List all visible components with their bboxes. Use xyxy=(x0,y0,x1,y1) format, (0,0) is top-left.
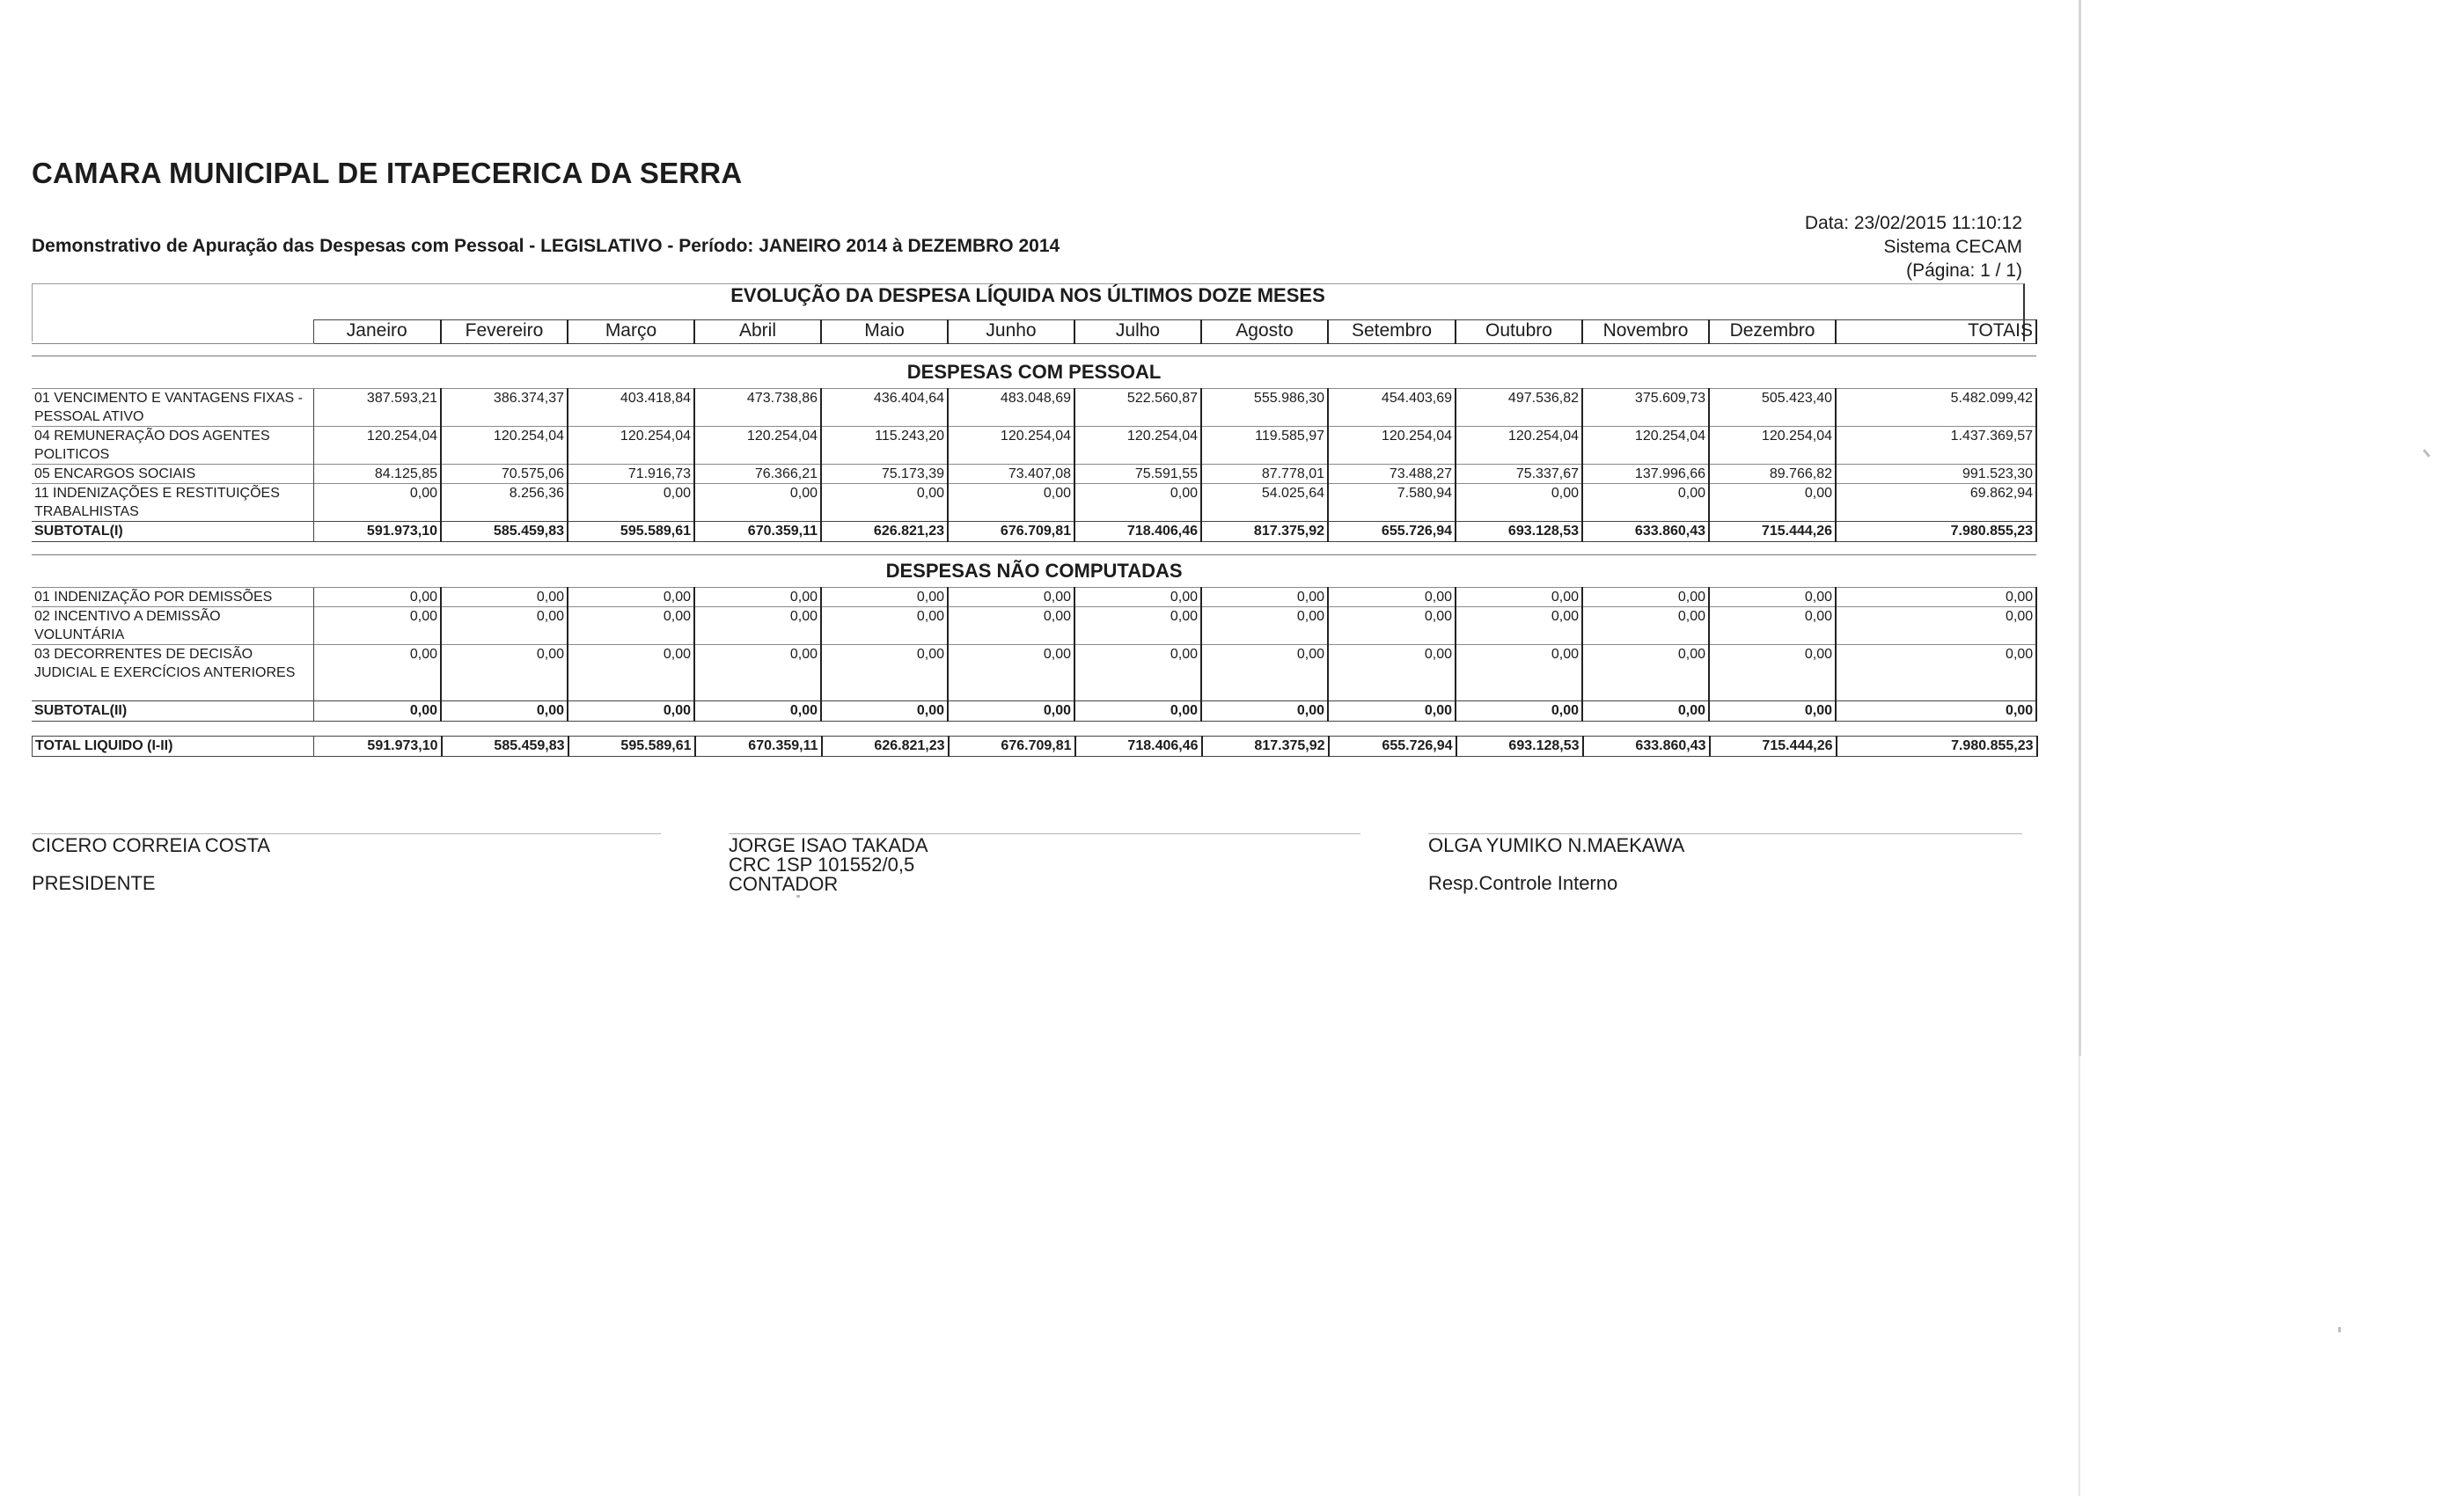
month-value-cell: 0,00 xyxy=(1201,607,1328,645)
month-value-cell: 473.738,86 xyxy=(694,389,821,427)
month-value-cell: 0,00 xyxy=(1582,588,1709,607)
month-value-cell: 120.254,04 xyxy=(694,427,821,465)
scan-speck xyxy=(796,895,800,898)
signature-right-name: OLGA YUMIKO N.MAEKAWA xyxy=(1428,834,1685,856)
month-value-cell: 0,00 xyxy=(694,701,821,722)
month-value-cell: 497.536,82 xyxy=(1456,389,1582,427)
month-value-cell: 0,00 xyxy=(568,645,694,701)
month-value-cell: 73.488,27 xyxy=(1328,465,1456,484)
table-row xyxy=(32,389,2036,427)
month-value-cell: 0,00 xyxy=(1709,588,1836,607)
section2-title: DESPESAS NÃO COMPUTADAS xyxy=(32,555,2036,588)
month-value-cell: 0,00 xyxy=(1201,645,1328,701)
month-value-cell: 0,00 xyxy=(1709,645,1836,701)
month-value-cell: 0,00 xyxy=(1328,588,1456,607)
month-value-cell: 119.585,97 xyxy=(1201,427,1328,465)
section-despesas-nao-computadas xyxy=(32,554,2037,722)
scan-speck xyxy=(2338,1327,2341,1332)
month-header: Agosto xyxy=(1201,320,1328,344)
month-value-cell: 0,00 xyxy=(821,588,948,607)
row-total-cell: 0,00 xyxy=(1836,607,2036,645)
month-value-cell: 120.254,04 xyxy=(1328,427,1456,465)
month-value-cell: 0,00 xyxy=(1709,607,1836,645)
month-value-cell: 0,00 xyxy=(821,645,948,701)
row-label: 04 REMUNERAÇÃO DOS AGENTES POLITICOS xyxy=(32,427,313,465)
month-value-cell: 693.128,53 xyxy=(1456,737,1583,757)
report-page: (Página: 1 / 1) xyxy=(1906,260,2022,281)
row-total-cell: 0,00 xyxy=(1836,588,2036,607)
month-value-cell: 0,00 xyxy=(441,588,568,607)
month-value-cell: 0,00 xyxy=(1456,588,1582,607)
month-value-cell: 522.560,87 xyxy=(1074,389,1201,427)
month-header: Setembro xyxy=(1328,320,1456,344)
month-value-cell: 0,00 xyxy=(1582,645,1709,701)
month-value-cell: 115.243,20 xyxy=(821,427,948,465)
month-value-cell: 375.609,73 xyxy=(1582,389,1709,427)
month-value-cell: 0,00 xyxy=(1328,607,1456,645)
month-value-cell: 0,00 xyxy=(948,701,1074,722)
month-value-cell: 120.254,04 xyxy=(1582,427,1709,465)
month-value-cell: 0,00 xyxy=(313,588,441,607)
month-value-cell: 676.709,81 xyxy=(948,522,1074,542)
months-header-blank xyxy=(32,320,313,344)
signature-center-name: JORGE ISAO TAKADA xyxy=(729,834,928,856)
month-value-cell: 0,00 xyxy=(1709,484,1836,522)
month-value-cell: 87.778,01 xyxy=(1201,465,1328,484)
month-value-cell: 585.459,83 xyxy=(442,737,568,757)
month-value-cell: 137.996,66 xyxy=(1582,465,1709,484)
month-value-cell: 120.254,04 xyxy=(1709,427,1836,465)
month-value-cell: 0,00 xyxy=(1582,484,1709,522)
month-value-cell: 670.359,11 xyxy=(695,737,822,757)
month-value-cell: 0,00 xyxy=(821,701,948,722)
month-value-cell: 676.709,81 xyxy=(949,737,1075,757)
month-value-cell: 0,00 xyxy=(948,607,1074,645)
month-header: Novembro xyxy=(1582,320,1709,344)
month-header: Março xyxy=(568,320,694,344)
month-value-cell: 73.407,08 xyxy=(948,465,1074,484)
month-value-cell: 454.403,69 xyxy=(1328,389,1456,427)
month-value-cell: 817.375,92 xyxy=(1202,737,1329,757)
month-value-cell: 120.254,04 xyxy=(568,427,694,465)
month-value-cell: 120.254,04 xyxy=(948,427,1074,465)
month-value-cell: 8.256,36 xyxy=(441,484,568,522)
month-value-cell: 0,00 xyxy=(1074,645,1201,701)
signature-center xyxy=(729,836,928,894)
month-value-cell: 655.726,94 xyxy=(1329,737,1456,757)
row-total-cell: 69.862,94 xyxy=(1836,484,2036,522)
month-value-cell: 75.337,67 xyxy=(1456,465,1582,484)
month-value-cell: 0,00 xyxy=(694,588,821,607)
month-value-cell: 84.125,85 xyxy=(313,465,441,484)
month-value-cell: 693.128,53 xyxy=(1456,522,1582,542)
table-row xyxy=(32,588,2036,607)
scan-speck xyxy=(2423,449,2431,458)
month-value-cell: 0,00 xyxy=(441,607,568,645)
month-value-cell: 0,00 xyxy=(948,645,1074,701)
signature-center-role: CONTADOR xyxy=(729,873,839,895)
month-value-cell: 0,00 xyxy=(1582,701,1709,722)
month-value-cell: 76.366,21 xyxy=(694,465,821,484)
months-header-row xyxy=(32,320,2036,344)
month-value-cell: 0,00 xyxy=(1074,588,1201,607)
signature-left-role: PRESIDENTE xyxy=(32,872,156,894)
row-label: 03 DECORRENTES DE DECISÃO JUDICIAL E EXERCÍCIOS ANTERIORES xyxy=(32,645,313,701)
month-value-cell: 555.986,30 xyxy=(1201,389,1328,427)
month-header: Outubro xyxy=(1456,320,1582,344)
month-value-cell: 0,00 xyxy=(441,645,568,701)
month-value-cell: 0,00 xyxy=(948,588,1074,607)
section-despesas-com-pessoal xyxy=(32,356,2037,542)
month-value-cell: 591.973,10 xyxy=(314,737,442,757)
table-row xyxy=(32,427,2036,465)
month-value-cell: 0,00 xyxy=(1328,645,1456,701)
month-value-cell: 71.916,73 xyxy=(568,465,694,484)
month-value-cell: 718.406,46 xyxy=(1074,522,1201,542)
grand-total-table xyxy=(32,736,2038,757)
row-label: 02 INCENTIVO A DEMISSÃO VOLUNTÁRIA xyxy=(32,607,313,645)
month-value-cell: 436.404,64 xyxy=(821,389,948,427)
month-value-cell: 715.444,26 xyxy=(1710,737,1837,757)
month-value-cell: 70.575,06 xyxy=(441,465,568,484)
row-total-cell: 7.980.855,23 xyxy=(1836,522,2036,542)
month-value-cell: 585.459,83 xyxy=(441,522,568,542)
row-label: TOTAL LIQUIDO (I-II) xyxy=(33,737,314,757)
month-value-cell: 595.589,61 xyxy=(568,737,695,757)
section2-title-row xyxy=(32,555,2036,588)
month-header: Julho xyxy=(1074,320,1201,344)
month-value-cell: 626.821,23 xyxy=(822,737,949,757)
report-date: Data: 23/02/2015 11:10:12 xyxy=(1804,213,2022,233)
month-value-cell: 0,00 xyxy=(313,484,441,522)
row-total-cell: 5.482.099,42 xyxy=(1836,389,2036,427)
row-label: 11 INDENIZAÇÕES E RESTITUIÇÕES TRABALHISTAS xyxy=(32,484,313,522)
table-row xyxy=(32,607,2036,645)
signature-center-crc: CRC 1SP 101552/0,5 xyxy=(729,854,915,876)
month-value-cell: 715.444,26 xyxy=(1709,522,1836,542)
month-value-cell: 0,00 xyxy=(948,484,1074,522)
month-value-cell: 817.375,92 xyxy=(1201,522,1328,542)
month-value-cell: 89.766,82 xyxy=(1709,465,1836,484)
month-value-cell: 591.973,10 xyxy=(313,522,441,542)
month-value-cell: 403.418,84 xyxy=(568,389,694,427)
month-value-cell: 0,00 xyxy=(821,607,948,645)
month-header: Janeiro xyxy=(313,320,441,344)
grand-total-row xyxy=(33,737,2037,757)
month-value-cell: 120.254,04 xyxy=(441,427,568,465)
table-main-title: EVOLUÇÃO DA DESPESA LÍQUIDA NOS ÚLTIMOS DOZE MESES xyxy=(730,284,1325,306)
table-row xyxy=(32,484,2036,522)
subtotal-row xyxy=(32,701,2036,722)
month-header: Fevereiro xyxy=(441,320,568,344)
month-value-cell: 386.374,37 xyxy=(441,389,568,427)
month-value-cell: 595.589,61 xyxy=(568,522,694,542)
month-value-cell: 7.580,94 xyxy=(1328,484,1456,522)
month-value-cell: 0,00 xyxy=(1201,588,1328,607)
month-value-cell: 0,00 xyxy=(694,607,821,645)
month-value-cell: 120.254,04 xyxy=(313,427,441,465)
section1-title: DESPESAS COM PESSOAL xyxy=(32,356,2036,389)
month-value-cell: 387.593,21 xyxy=(313,389,441,427)
month-value-cell: 0,00 xyxy=(694,484,821,522)
month-value-cell: 0,00 xyxy=(313,701,441,722)
month-value-cell: 633.860,43 xyxy=(1582,522,1709,542)
month-value-cell: 54.025,64 xyxy=(1201,484,1328,522)
org-title: CAMARA MUNICIPAL DE ITAPECERICA DA SERRA xyxy=(32,157,743,189)
month-value-cell: 0,00 xyxy=(1074,484,1201,522)
month-value-cell: 120.254,04 xyxy=(1074,427,1201,465)
month-value-cell: 483.048,69 xyxy=(948,389,1074,427)
signature-right xyxy=(1428,836,1684,893)
totals-header: TOTAIS xyxy=(1836,320,2036,344)
month-header: Maio xyxy=(821,320,948,344)
month-value-cell: 0,00 xyxy=(568,607,694,645)
row-label: SUBTOTAL(I) xyxy=(32,522,313,542)
month-value-cell: 0,00 xyxy=(568,701,694,722)
signature-left xyxy=(32,836,270,893)
table-row xyxy=(32,645,2036,701)
month-value-cell: 0,00 xyxy=(1074,607,1201,645)
subtotal-row xyxy=(32,522,2036,542)
month-value-cell: 505.423,40 xyxy=(1709,389,1836,427)
month-value-cell: 633.860,43 xyxy=(1583,737,1710,757)
month-value-cell: 655.726,94 xyxy=(1328,522,1456,542)
report-system: Sistema CECAM xyxy=(1883,237,2022,257)
month-value-cell: 0,00 xyxy=(441,701,568,722)
month-value-cell: 75.591,55 xyxy=(1074,465,1201,484)
month-value-cell: 670.359,11 xyxy=(694,522,821,542)
page-edge xyxy=(2079,0,2081,1056)
month-value-cell: 0,00 xyxy=(313,607,441,645)
month-value-cell: 0,00 xyxy=(313,645,441,701)
month-value-cell: 0,00 xyxy=(1074,701,1201,722)
month-value-cell: 75.173,39 xyxy=(821,465,948,484)
report-meta xyxy=(1805,211,2022,282)
month-value-cell: 0,00 xyxy=(1456,607,1582,645)
signature-left-name: CICERO CORREIA COSTA xyxy=(32,834,270,856)
table-row xyxy=(32,465,2036,484)
row-label: 01 INDENIZAÇÃO POR DEMISSÕES xyxy=(32,588,313,607)
row-label: SUBTOTAL(II) xyxy=(32,701,313,722)
month-header: Junho xyxy=(948,320,1074,344)
report-subtitle: Demonstrativo de Apuração das Despesas com Pessoal - LEGISLATIVO - Período: JANEIRO 2014 à DEZEMBRO 2014 xyxy=(32,236,1060,256)
month-value-cell: 0,00 xyxy=(1709,701,1836,722)
month-value-cell: 0,00 xyxy=(568,588,694,607)
month-value-cell: 0,00 xyxy=(1456,701,1582,722)
month-value-cell: 120.254,04 xyxy=(1456,427,1582,465)
section1-title-row xyxy=(32,356,2036,389)
month-value-cell: 626.821,23 xyxy=(821,522,948,542)
row-label: 05 ENCARGOS SOCIAIS xyxy=(32,465,313,484)
page-edge-lower xyxy=(2079,1056,2080,1496)
row-total-cell: 0,00 xyxy=(1836,701,2036,722)
month-header: Dezembro xyxy=(1709,320,1836,344)
month-value-cell: 0,00 xyxy=(1582,607,1709,645)
row-total-cell: 1.437.369,57 xyxy=(1836,427,2036,465)
month-value-cell: 0,00 xyxy=(1201,701,1328,722)
months-header xyxy=(32,319,2037,344)
signature-right-role: Resp.Controle Interno xyxy=(1428,872,1618,894)
month-value-cell: 0,00 xyxy=(568,484,694,522)
row-total-cell: 991.523,30 xyxy=(1836,465,2036,484)
month-value-cell: 0,00 xyxy=(694,645,821,701)
row-total-cell: 7.980.855,23 xyxy=(1837,737,2037,757)
month-value-cell: 0,00 xyxy=(1328,701,1456,722)
month-value-cell: 0,00 xyxy=(1456,484,1582,522)
month-value-cell: 0,00 xyxy=(1456,645,1582,701)
month-value-cell: 0,00 xyxy=(821,484,948,522)
month-header: Abril xyxy=(694,320,821,344)
row-label: 01 VENCIMENTO E VANTAGENS FIXAS - PESSOAL ATIVO xyxy=(32,389,313,427)
row-total-cell: 0,00 xyxy=(1836,645,2036,701)
month-value-cell: 718.406,46 xyxy=(1075,737,1202,757)
